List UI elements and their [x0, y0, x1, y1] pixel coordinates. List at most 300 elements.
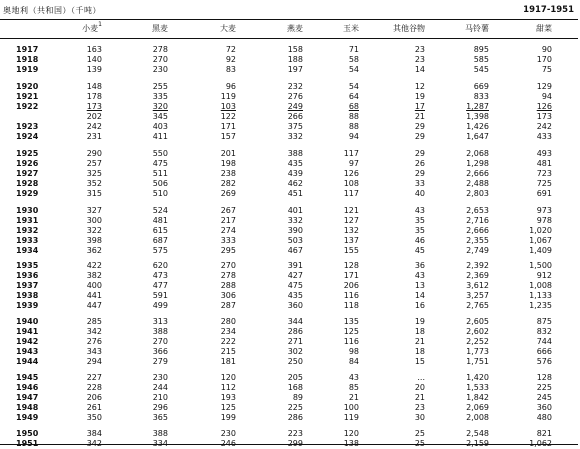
- year-cell: 1947: [16, 393, 39, 402]
- value-cell: 403: [152, 122, 168, 131]
- value-cell: 2,369: [466, 271, 489, 280]
- value-cell: 223: [287, 429, 303, 438]
- value-cell: 390: [287, 226, 303, 235]
- value-cell: 217: [220, 216, 236, 225]
- column-header: [502, 23, 552, 34]
- table-row: [0, 403, 578, 413]
- year-cell: 1925: [16, 149, 39, 158]
- table-row: [0, 413, 578, 423]
- value-cell: 88: [348, 122, 359, 131]
- value-cell: 72: [225, 45, 236, 54]
- value-cell: 2,069: [466, 403, 489, 412]
- value-cell: 480: [536, 413, 552, 422]
- value-cell: 2,653: [466, 206, 489, 215]
- value-cell: 68: [348, 102, 359, 111]
- value-cell: 366: [152, 347, 168, 356]
- value-cell: 3,257: [466, 291, 489, 300]
- value-cell: 2,749: [466, 246, 489, 255]
- value-cell: 21: [414, 112, 425, 121]
- value-cell: 388: [152, 429, 168, 438]
- value-cell: 112: [220, 383, 236, 392]
- value-cell: 30: [414, 413, 425, 422]
- table-row: [0, 327, 578, 337]
- value-cell: 75: [541, 65, 552, 74]
- value-cell: 278: [152, 45, 168, 54]
- value-cell: 92: [225, 55, 236, 64]
- value-cell: 118: [343, 301, 359, 310]
- column-header-label: 黑麦: [152, 24, 168, 33]
- value-cell: 1,842: [466, 393, 489, 402]
- value-cell: 89: [292, 393, 303, 402]
- value-cell: 1,500: [529, 261, 552, 270]
- value-cell: 279: [152, 357, 168, 366]
- year-cell: 1944: [16, 357, 39, 366]
- value-cell: 88: [348, 112, 359, 121]
- value-cell: 422: [86, 261, 102, 270]
- year-cell: 1949: [16, 413, 39, 422]
- value-cell: 973: [536, 206, 552, 215]
- table-row: [0, 373, 578, 383]
- value-cell: 524: [152, 206, 168, 215]
- value-cell: 17: [414, 102, 425, 111]
- value-cell: 320: [152, 102, 168, 111]
- value-cell: 119: [343, 413, 359, 422]
- table-row: [0, 271, 578, 281]
- value-cell: 2,716: [466, 216, 489, 225]
- value-cell: 120: [220, 373, 236, 382]
- value-cell: 94: [541, 92, 552, 101]
- value-cell: 388: [152, 327, 168, 336]
- table-row: [0, 206, 578, 216]
- value-cell: 360: [287, 301, 303, 310]
- table-row: [0, 92, 578, 102]
- value-cell: 342: [86, 439, 102, 448]
- value-cell: 23: [414, 403, 425, 412]
- value-cell: 206: [343, 281, 359, 290]
- value-cell: 140: [86, 55, 102, 64]
- value-cell: 276: [287, 92, 303, 101]
- value-cell: 1,647: [466, 132, 489, 141]
- year-cell: 1940: [16, 317, 39, 326]
- value-cell: 327: [86, 206, 102, 215]
- value-cell: 46: [414, 236, 425, 245]
- value-cell: 352: [86, 179, 102, 188]
- top-rule: [0, 19, 578, 20]
- value-cell: 875: [536, 317, 552, 326]
- value-cell: 26: [414, 159, 425, 168]
- table-row: [0, 45, 578, 55]
- value-cell: 1,062: [529, 439, 552, 448]
- value-cell: 481: [152, 216, 168, 225]
- value-cell: 96: [225, 82, 236, 91]
- value-cell: 286: [287, 327, 303, 336]
- value-cell: 128: [536, 373, 552, 382]
- value-cell: 126: [536, 102, 552, 111]
- value-cell: 117: [343, 149, 359, 158]
- year-cell: 1919: [16, 65, 39, 74]
- year-cell: 1935: [16, 261, 39, 270]
- value-cell: 344: [287, 317, 303, 326]
- value-cell: 1,409: [529, 246, 552, 255]
- value-cell: 120: [343, 429, 359, 438]
- value-cell: 18: [414, 327, 425, 336]
- value-cell: 2,008: [466, 413, 489, 422]
- value-cell: 202: [86, 112, 102, 121]
- value-cell: 332: [287, 216, 303, 225]
- value-cell: 447: [86, 301, 102, 310]
- value-cell: 25: [414, 429, 425, 438]
- value-cell: 170: [536, 55, 552, 64]
- value-cell: 1,533: [466, 383, 489, 392]
- column-header-label: 燕麦: [287, 24, 303, 33]
- value-cell: 206: [86, 393, 102, 402]
- value-cell: 2,488: [466, 179, 489, 188]
- value-cell: 1,773: [466, 347, 489, 356]
- value-cell: 2,355: [466, 236, 489, 245]
- value-cell: 230: [152, 373, 168, 382]
- table-row: [0, 291, 578, 301]
- value-cell: 288: [220, 281, 236, 290]
- value-cell: 2,252: [466, 337, 489, 346]
- table-header: [0, 5, 576, 19]
- value-cell: 122: [220, 112, 236, 121]
- value-cell: 585: [473, 55, 489, 64]
- year-cell: 1950: [16, 429, 39, 438]
- value-cell: 270: [152, 55, 168, 64]
- value-cell: 451: [287, 189, 303, 198]
- value-cell: 1,067: [529, 236, 552, 245]
- value-cell: 132: [343, 226, 359, 235]
- value-cell: 244: [152, 383, 168, 392]
- value-cell: 126: [343, 169, 359, 178]
- value-cell: 148: [86, 82, 102, 91]
- table-row: [0, 429, 578, 439]
- value-cell: 335: [152, 92, 168, 101]
- value-cell: 43: [414, 206, 425, 215]
- value-cell: 246: [220, 439, 236, 448]
- value-cell: 137: [343, 236, 359, 245]
- value-cell: 230: [152, 65, 168, 74]
- value-cell: 21: [348, 393, 359, 402]
- table-row: [0, 189, 578, 199]
- value-cell: 285: [86, 317, 102, 326]
- column-header-label: 玉米: [343, 24, 359, 33]
- value-cell: 40: [414, 189, 425, 198]
- value-cell: 1,420: [466, 373, 489, 382]
- value-cell: 1,008: [529, 281, 552, 290]
- value-cell: 201: [220, 149, 236, 158]
- value-cell: 481: [536, 159, 552, 168]
- table-row: [0, 337, 578, 347]
- value-cell: 620: [152, 261, 168, 270]
- table-row: [0, 393, 578, 403]
- value-cell: 116: [343, 337, 359, 346]
- value-cell: 400: [86, 281, 102, 290]
- value-cell: 575: [152, 246, 168, 255]
- value-cell: 2,666: [466, 226, 489, 235]
- value-cell: 821: [536, 429, 552, 438]
- table-row: [0, 236, 578, 246]
- value-cell: 343: [86, 347, 102, 356]
- value-cell: 493: [536, 149, 552, 158]
- value-cell: 384: [86, 429, 102, 438]
- value-cell: 506: [152, 179, 168, 188]
- year-cell: 1943: [16, 347, 39, 356]
- column-header-label: 大麦: [220, 24, 236, 33]
- value-cell: 163: [86, 45, 102, 54]
- value-cell: 222: [220, 337, 236, 346]
- table-row: [0, 112, 578, 122]
- year-cell: 1945: [16, 373, 39, 382]
- year-cell: 1923: [16, 122, 39, 131]
- value-cell: 12: [414, 82, 425, 91]
- value-cell: 912: [536, 271, 552, 280]
- table-row: [0, 179, 578, 189]
- table-row: [0, 132, 578, 142]
- value-cell: 296: [152, 403, 168, 412]
- value-cell: 210: [152, 393, 168, 402]
- value-cell: 71: [348, 45, 359, 54]
- value-cell: 129: [536, 82, 552, 91]
- value-cell: 691: [536, 189, 552, 198]
- value-cell: 29: [414, 122, 425, 131]
- value-cell: 375: [287, 122, 303, 131]
- footnote-marker: 1: [98, 21, 102, 28]
- value-cell: 1,426: [466, 122, 489, 131]
- value-cell: 545: [473, 65, 489, 74]
- value-cell: 332: [287, 132, 303, 141]
- table-row: [0, 261, 578, 271]
- column-header-label: 马铃薯: [465, 24, 489, 33]
- value-cell: 315: [86, 189, 102, 198]
- year-cell: 1936: [16, 271, 39, 280]
- value-cell: 666: [536, 347, 552, 356]
- value-cell: 669: [473, 82, 489, 91]
- table-title: 奥地利（共和国）（千吨）: [3, 6, 101, 15]
- column-header: [253, 23, 303, 34]
- year-cell: 1938: [16, 291, 39, 300]
- table-row: [0, 226, 578, 236]
- value-cell: 128: [343, 261, 359, 270]
- value-cell: 499: [152, 301, 168, 310]
- table-row: [0, 301, 578, 311]
- value-cell: 238: [220, 169, 236, 178]
- value-cell: 1,235: [529, 301, 552, 310]
- value-cell: 84: [348, 357, 359, 366]
- value-cell: 168: [287, 383, 303, 392]
- value-cell: 97: [348, 159, 359, 168]
- value-cell: 125: [343, 327, 359, 336]
- table-row: [0, 383, 578, 393]
- table-row: [0, 82, 578, 92]
- table-row: [0, 216, 578, 226]
- value-cell: 294: [86, 357, 102, 366]
- year-cell: 1941: [16, 327, 39, 336]
- value-cell: 895: [473, 45, 489, 54]
- year-cell: 1946: [16, 383, 39, 392]
- value-cell: 173: [536, 112, 552, 121]
- table-row: [0, 65, 578, 75]
- value-cell: 36: [414, 261, 425, 270]
- value-cell: 477: [152, 281, 168, 290]
- table-row: [0, 347, 578, 357]
- value-cell: 290: [86, 149, 102, 158]
- value-cell: 266: [287, 112, 303, 121]
- value-cell: 117: [343, 189, 359, 198]
- value-cell: 232: [287, 82, 303, 91]
- value-cell: 280: [220, 317, 236, 326]
- value-cell: 313: [152, 317, 168, 326]
- year-cell: 1928: [16, 179, 39, 188]
- value-cell: 333: [220, 236, 236, 245]
- value-cell: 18: [414, 347, 425, 356]
- value-cell: 334: [152, 439, 168, 448]
- value-cell: 473: [152, 271, 168, 280]
- value-cell: 33: [414, 179, 425, 188]
- value-cell: 2,605: [466, 317, 489, 326]
- value-cell: 43: [348, 373, 359, 382]
- value-cell: ...: [417, 373, 425, 382]
- value-cell: 342: [86, 327, 102, 336]
- year-cell: 1917: [16, 45, 39, 54]
- value-cell: 270: [220, 261, 236, 270]
- value-cell: 744: [536, 337, 552, 346]
- value-cell: 503: [287, 236, 303, 245]
- value-cell: 23: [414, 55, 425, 64]
- value-cell: 322: [86, 226, 102, 235]
- column-header-label: 其他谷物: [393, 24, 425, 33]
- value-cell: 14: [414, 291, 425, 300]
- value-cell: 20: [414, 383, 425, 392]
- table-row: [0, 102, 578, 112]
- value-cell: 193: [220, 393, 236, 402]
- header-rule: [0, 38, 578, 39]
- value-cell: 2,602: [466, 327, 489, 336]
- value-cell: 300: [86, 216, 102, 225]
- value-cell: 21: [414, 393, 425, 402]
- value-cell: 306: [220, 291, 236, 300]
- value-cell: 278: [220, 271, 236, 280]
- value-cell: 257: [86, 159, 102, 168]
- year-cell: 1948: [16, 403, 39, 412]
- value-cell: 100: [343, 403, 359, 412]
- value-cell: 439: [287, 169, 303, 178]
- table-row: [0, 281, 578, 291]
- value-cell: 250: [287, 357, 303, 366]
- value-cell: 2,392: [466, 261, 489, 270]
- value-cell: 19: [414, 317, 425, 326]
- value-cell: 1,287: [466, 102, 489, 111]
- value-cell: 3,612: [466, 281, 489, 290]
- value-cell: 591: [152, 291, 168, 300]
- table-row: [0, 55, 578, 65]
- value-cell: 64: [348, 92, 359, 101]
- column-header-label: 小麦: [82, 24, 99, 33]
- value-cell: 388: [287, 149, 303, 158]
- value-cell: 462: [287, 179, 303, 188]
- value-cell: 427: [287, 271, 303, 280]
- value-cell: 2,068: [466, 149, 489, 158]
- table-row: [0, 122, 578, 132]
- value-cell: 833: [473, 92, 489, 101]
- value-cell: 302: [287, 347, 303, 356]
- value-cell: 188: [287, 55, 303, 64]
- value-cell: 173: [86, 102, 102, 111]
- value-cell: 58: [348, 55, 359, 64]
- column-header: [309, 23, 359, 34]
- value-cell: 1,298: [466, 159, 489, 168]
- value-cell: 157: [220, 132, 236, 141]
- table-row: [0, 246, 578, 256]
- value-cell: 139: [86, 65, 102, 74]
- value-cell: 270: [152, 337, 168, 346]
- value-cell: 227: [86, 373, 102, 382]
- value-cell: 158: [287, 45, 303, 54]
- value-cell: 178: [86, 92, 102, 101]
- value-cell: 54: [348, 65, 359, 74]
- value-cell: 2,159: [466, 439, 489, 448]
- value-cell: 433: [536, 132, 552, 141]
- value-cell: 435: [287, 291, 303, 300]
- year-cell: 1918: [16, 55, 39, 64]
- table-row: [0, 169, 578, 179]
- value-cell: 197: [287, 65, 303, 74]
- value-cell: 127: [343, 216, 359, 225]
- column-header: [375, 23, 425, 34]
- value-cell: 299: [287, 439, 303, 448]
- value-cell: 15: [414, 357, 425, 366]
- value-cell: 43: [414, 271, 425, 280]
- year-cell: 1922: [16, 102, 39, 111]
- column-header: [186, 23, 236, 34]
- column-header: [52, 23, 102, 34]
- value-cell: 510: [152, 189, 168, 198]
- value-cell: 269: [220, 189, 236, 198]
- value-cell: 2,803: [466, 189, 489, 198]
- value-cell: 350: [86, 413, 102, 422]
- value-cell: 401: [287, 206, 303, 215]
- value-cell: 271: [287, 337, 303, 346]
- value-cell: 29: [414, 169, 425, 178]
- year-cell: 1932: [16, 226, 39, 235]
- value-cell: 725: [536, 179, 552, 188]
- value-cell: 550: [152, 149, 168, 158]
- value-cell: 215: [220, 347, 236, 356]
- value-cell: 295: [220, 246, 236, 255]
- value-cell: 978: [536, 216, 552, 225]
- value-cell: 35: [414, 216, 425, 225]
- year-cell: 1927: [16, 169, 39, 178]
- year-cell: 1951: [16, 439, 39, 448]
- value-cell: 234: [220, 327, 236, 336]
- value-cell: 255: [152, 82, 168, 91]
- value-cell: 345: [152, 112, 168, 121]
- value-cell: 16: [414, 301, 425, 310]
- value-cell: 245: [536, 393, 552, 402]
- value-cell: 242: [536, 122, 552, 131]
- value-cell: 121: [343, 206, 359, 215]
- value-cell: 116: [343, 291, 359, 300]
- bottom-rule: [0, 444, 578, 445]
- value-cell: 29: [414, 132, 425, 141]
- value-cell: 90: [541, 45, 552, 54]
- value-cell: 435: [287, 159, 303, 168]
- year-cell: 1924: [16, 132, 39, 141]
- value-cell: 475: [287, 281, 303, 290]
- value-cell: 511: [152, 169, 168, 178]
- value-cell: 21: [414, 337, 425, 346]
- value-cell: 276: [86, 337, 102, 346]
